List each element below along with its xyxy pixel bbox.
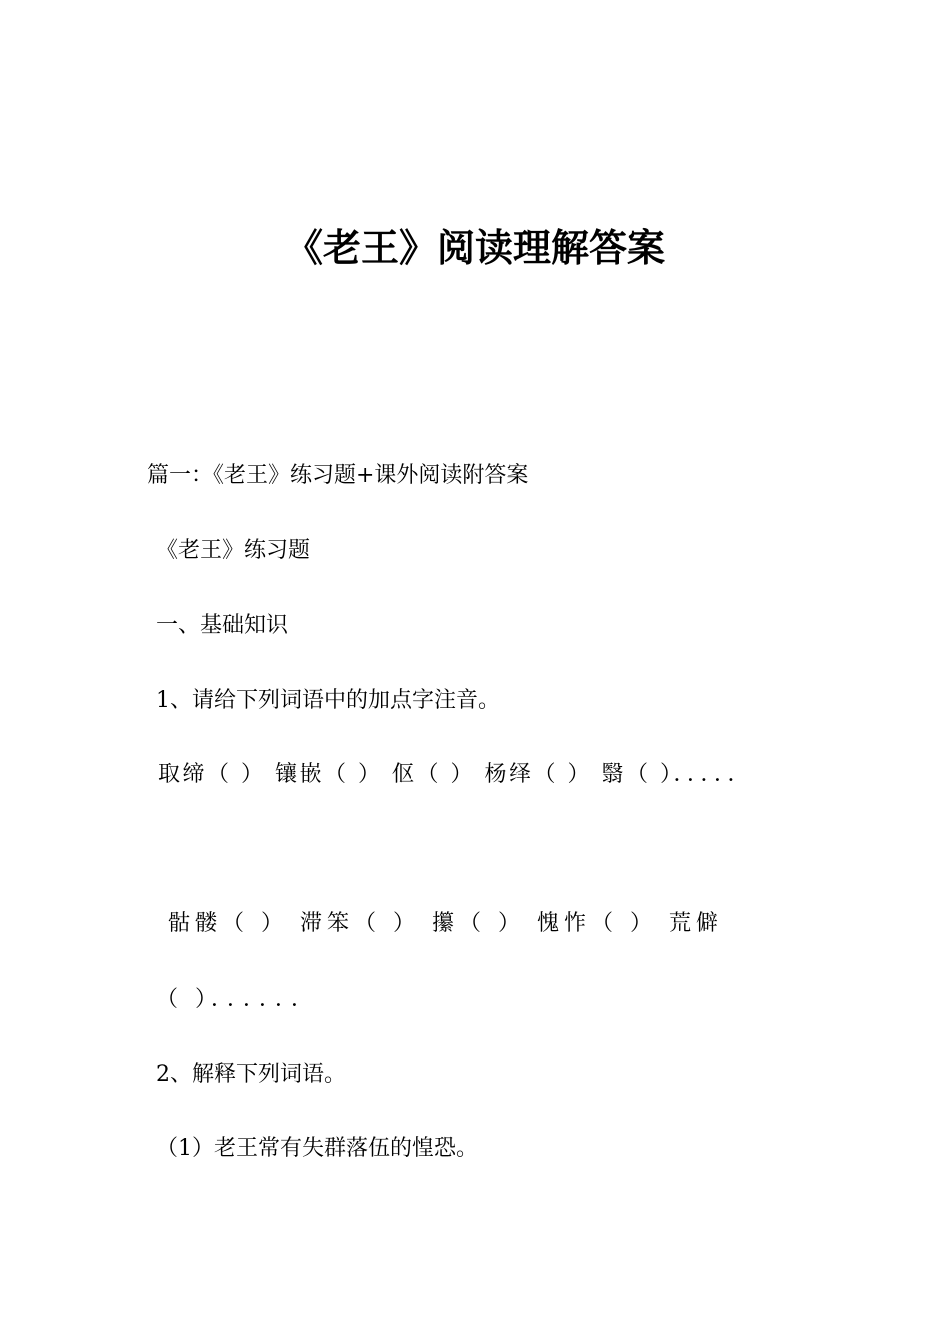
part-heading: 一、基础知识	[156, 613, 289, 638]
question-2-item-1: （1）老王常有失群落伍的惶恐。	[156, 1136, 478, 1161]
question-1-items-row-3: （ ）．．．．．．	[156, 987, 318, 1012]
section-heading: 篇一：《老王》练习题+课外阅读附答案	[147, 463, 529, 488]
question-1-items-row-1: 取缔（ ） 镶嵌（ ） 伛（ ） 杨绎（ ） 翳（ ）．．．．．	[158, 762, 752, 787]
question-2: 2、解释下列词语。	[156, 1062, 346, 1087]
question-1-items-row-2: 骷髅（ ） 滞笨（ ） 攥（ ） 愧怍（ ） 荒僻	[168, 911, 723, 936]
question-1: 1、请给下列词语中的加点字注音。	[156, 688, 500, 713]
exercise-title: 《老王》练习题	[156, 538, 311, 563]
page-title: 《老王》阅读理解答案	[284, 226, 665, 270]
